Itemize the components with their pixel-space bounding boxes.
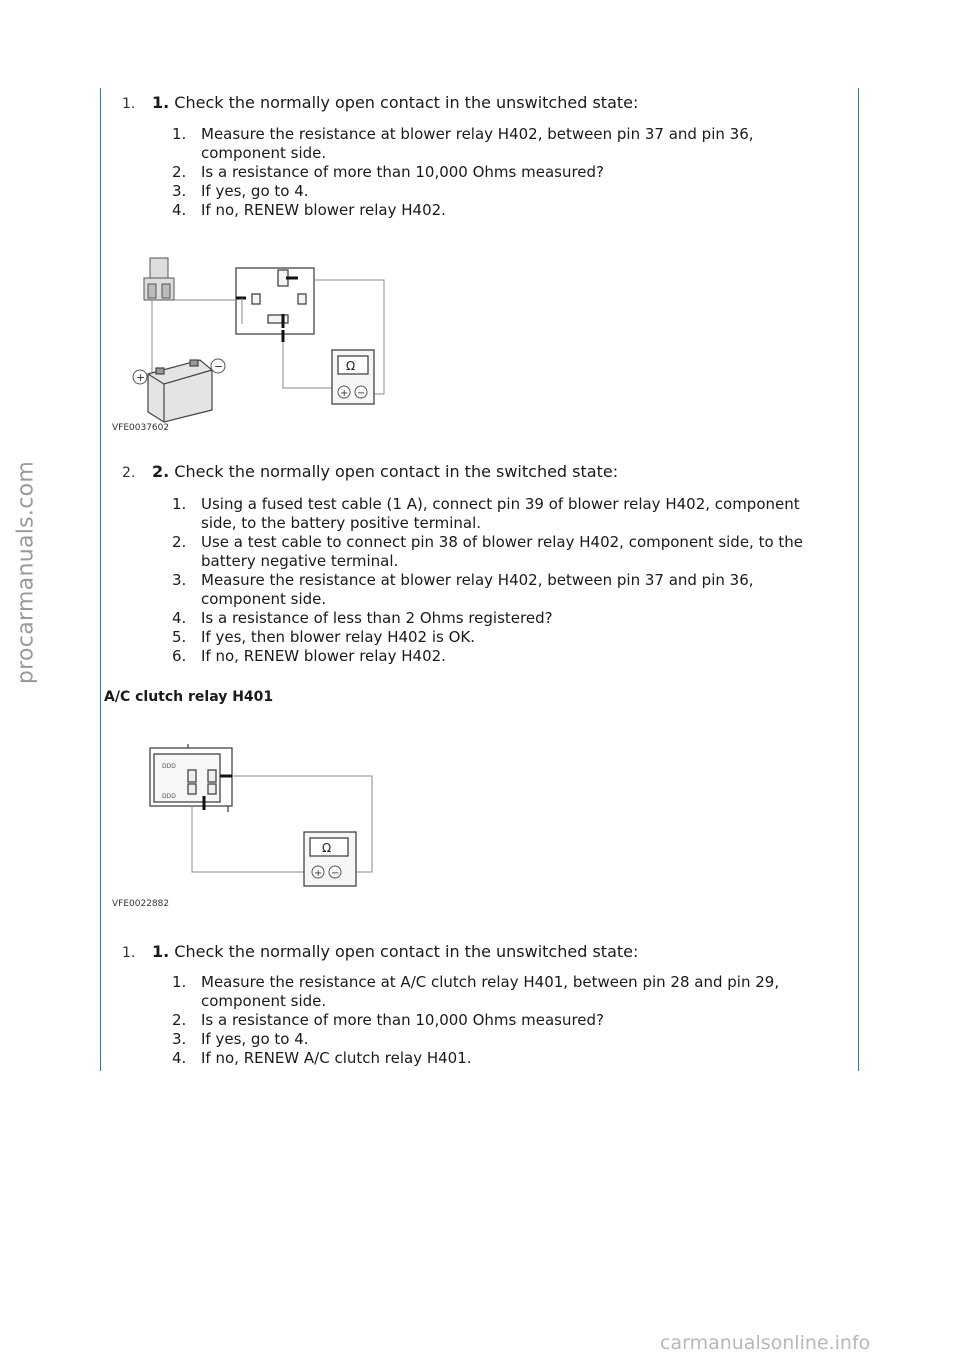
list-item-text: If yes, go to 4. (201, 182, 309, 200)
step-number: 1. (122, 96, 136, 112)
list-item-text: If no, RENEW blower relay H402. (201, 201, 446, 219)
list-item-text: If yes, then blower relay H402 is OK. (201, 628, 476, 646)
figure-code: VFE0022882 (112, 899, 170, 909)
right-border-rule (858, 88, 859, 1071)
step-1-substeps (172, 125, 832, 220)
step-number: 1. (122, 945, 136, 961)
list-item (172, 182, 832, 201)
side-watermark (6, 360, 39, 800)
list-item-text: If no, RENEW A/C clutch relay H401. (201, 1049, 472, 1067)
battery-icon (148, 360, 212, 422)
list-item (172, 1030, 832, 1049)
relay-icon (150, 744, 232, 812)
ohm-symbol: Ω (322, 841, 332, 855)
list-item-text: Use a test cable to connect pin 38 of blower relay H402, component side, to the battery negative terminal. (201, 533, 804, 570)
list-item-number: 4. (172, 1049, 187, 1067)
list-item-text: Is a resistance of more than 10,000 Ohms measured? (201, 1011, 605, 1029)
list-item-number: 3. (172, 1030, 187, 1048)
list-item-text: Is a resistance of less than 2 Ohms registered? (201, 609, 553, 627)
list-item (172, 1011, 832, 1030)
list-item-text: Is a resistance of more than 10,000 Ohms measured? (201, 163, 605, 181)
list-item-number: 1. (172, 125, 187, 143)
list-item (172, 609, 832, 628)
list-item (172, 571, 832, 609)
figure-ac-clutch-relay-diagram (108, 740, 388, 912)
list-item-number: 4. (172, 609, 187, 627)
list-item-text: If yes, go to 4. (201, 1030, 309, 1048)
left-border-rule (100, 88, 101, 1071)
footer-watermark: carmanualsonline.info (660, 1332, 871, 1354)
step-2-switched (122, 462, 618, 481)
list-item (172, 628, 832, 647)
list-item (172, 201, 832, 220)
list-item (172, 495, 832, 533)
step-1-ac-unswitched (122, 942, 638, 961)
step-2-substeps (172, 495, 832, 666)
step-1-ac-substeps (172, 973, 832, 1068)
list-item-number: 3. (172, 182, 187, 200)
battery-minus-label: − (214, 360, 224, 373)
list-item (172, 973, 832, 1011)
list-item-text: Using a fused test cable (1 A), connect pin 39 of blower relay H402, component side, to the battery positive terminal. (201, 495, 800, 532)
list-item-number: 1. (172, 973, 187, 991)
svg-text:DDD: DDD (162, 763, 176, 770)
list-item-number: 2. (172, 163, 187, 181)
meter-minus-label: − (357, 388, 366, 399)
step-1-unswitched (122, 93, 638, 112)
list-item (172, 647, 832, 666)
step-bold-number: 1. (152, 942, 170, 961)
list-item-text: Measure the resistance at A/C clutch relay H401, between pin 28 and pin 29, component side. (201, 973, 780, 1010)
list-item-number: 6. (172, 647, 187, 665)
list-item (172, 533, 832, 571)
list-item-number: 1. (172, 495, 187, 513)
step-text: Check the normally open contact in the unswitched state: (169, 93, 639, 112)
list-item-number: 3. (172, 571, 187, 589)
list-item-number: 2. (172, 533, 187, 551)
figure-code: VFE0037602 (112, 423, 170, 433)
relay-icon (236, 268, 314, 342)
ohm-symbol: Ω (346, 359, 356, 373)
side-watermark-text: procarmanuals.com (13, 460, 39, 685)
list-item-number: 4. (172, 201, 187, 219)
step-bold-number: 2. (152, 462, 170, 481)
figure-blower-relay-diagram (108, 250, 398, 440)
list-item-text: If no, RENEW blower relay H402. (201, 647, 446, 665)
svg-text:DDD: DDD (162, 793, 176, 800)
list-item (172, 125, 832, 163)
step-number: 2. (122, 465, 136, 481)
connector-plug-icon (144, 258, 174, 300)
step-text: Check the normally open contact in the unswitched state: (169, 942, 639, 961)
list-item (172, 1049, 832, 1068)
meter-plus-label: + (314, 868, 323, 879)
list-item-number: 2. (172, 1011, 187, 1029)
list-item-text: Measure the resistance at blower relay H402, between pin 37 and pin 36, component side. (201, 125, 754, 162)
list-item-number: 5. (172, 628, 187, 646)
meter-minus-label: − (331, 868, 340, 879)
section-heading-ac-clutch-relay: A/C clutch relay H401 (104, 689, 274, 705)
meter-plus-label: + (340, 388, 349, 399)
battery-plus-label: + (136, 371, 146, 384)
list-item-text: Measure the resistance at blower relay H402, between pin 37 and pin 36, component side. (201, 571, 754, 608)
list-item (172, 163, 832, 182)
step-bold-number: 1. (152, 93, 170, 112)
step-text: Check the normally open contact in the switched state: (169, 462, 619, 481)
